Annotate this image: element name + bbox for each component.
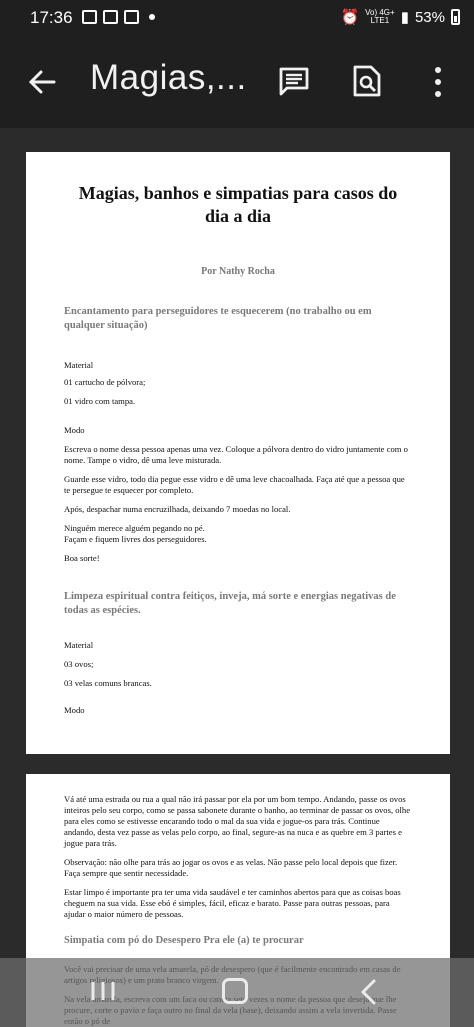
recent-apps-icon[interactable] — [90, 980, 116, 1002]
paragraph: Escreva o nome dessa pessoa apenas uma vez. Coloque a pólvora dentro do vidro juntamente com o nome. Tampe o vidro, dê uma leve misturada. — [64, 444, 408, 465]
section-heading-2: Limpeza espiritual contra feitiços, inveja, má sorte e energias negativas de todas as espécies. — [64, 591, 396, 616]
alarm-icon: ⏰ — [340, 9, 360, 26]
section-heading-3: Simpatia com pó do Desespero Pra ele (a) te procurar — [64, 935, 304, 946]
back-icon[interactable] — [358, 978, 378, 1006]
list-item: 01 cartucho de pólvora; — [64, 377, 146, 387]
status-time: 17:36 — [30, 8, 73, 27]
document-author: Por Nathy Rocha — [201, 266, 275, 277]
battery-percent: 53% — [414, 8, 445, 26]
comment-icon[interactable] — [278, 66, 310, 96]
app-a-icon — [124, 10, 139, 24]
paragraph: Observação: não olhe para trás ao jogar os ovos e as velas. Não passe pelo local depois que fizer. Faça sempre que sentir necessidade. — [64, 857, 398, 878]
section-heading-1: Encantamento para perseguidores te esquecerem (no trabalho ou em qualquer situação) — [64, 306, 372, 331]
find-in-page-icon[interactable] — [352, 64, 382, 98]
back-arrow-icon[interactable] — [24, 64, 60, 100]
image-icon — [103, 10, 118, 24]
notification-icons — [82, 10, 155, 24]
document-page-1[interactable] — [26, 152, 450, 754]
list-item: 01 vidro com tampa. — [64, 396, 136, 406]
paragraph: Façam e fiquem livres dos perseguidores. — [64, 534, 207, 544]
document-title: Magias, banhos e simpatias para casos do dia a dia — [78, 183, 398, 226]
dot-icon — [149, 14, 155, 20]
gallery-icon — [82, 10, 97, 24]
more-vert-icon[interactable] — [430, 64, 446, 100]
paragraph: Guarde esse vidro, todo dia pegue esse vidro e dê uma leve chacoalhada. Faça até que a pessoa que te persegue te esquecer por completo. — [64, 474, 405, 495]
paragraph: Estar limpo é importante pra ter uma vida saudável e ter caminhos abertos para que as coisas boas cheguem na sua vida. Esse ebó é simples, fácil, eficaz e barato. Passe para outras pessoas, para ajudar o maior número de pessoas. — [64, 887, 401, 919]
home-icon[interactable] — [222, 978, 248, 1004]
status-bar — [0, 0, 474, 36]
network-sub-label: LTE1 — [370, 16, 390, 25]
paragraph: Ninguém merece alguém pegando no pé. — [64, 523, 205, 533]
battery-icon — [451, 9, 460, 25]
app-bar — [0, 36, 474, 128]
paragraph: Após, despachar numa encruzilhada, deixando 7 moedas no local. — [64, 504, 291, 514]
app-title: Magias,... — [90, 58, 247, 97]
modo-label: Modo — [64, 425, 85, 435]
material-label: Material — [64, 640, 94, 650]
paragraph: Vá até uma estrada ou rua a qual não irá passar por ela por um bom tempo. Andando, passe os ovos inteiros pelo seu corpo, como se passa sabonete durante o banho, ao terminar de passar os ovos, olhe para eles como se estivesse encarando todo o mal da sua vida e jogue-os para trás. Continue andando, desta vez passe as velas pelo corpo, ao final, segure-as na nuca e as quebre em 3 partes e jogue para trás. — [64, 794, 411, 848]
list-item: 03 ovos; — [64, 659, 94, 669]
signal-icon: ▮ — [400, 9, 409, 26]
navigation-bar — [0, 958, 474, 1027]
material-label: Material — [64, 360, 94, 370]
system-icons — [340, 8, 460, 26]
network-indicator — [365, 9, 395, 25]
list-item: 03 velas comuns brancas. — [64, 678, 152, 688]
modo-label: Modo — [64, 705, 85, 715]
network-label: Vo) 4G+ — [365, 8, 395, 17]
paragraph: Boa sorte! — [64, 553, 100, 563]
